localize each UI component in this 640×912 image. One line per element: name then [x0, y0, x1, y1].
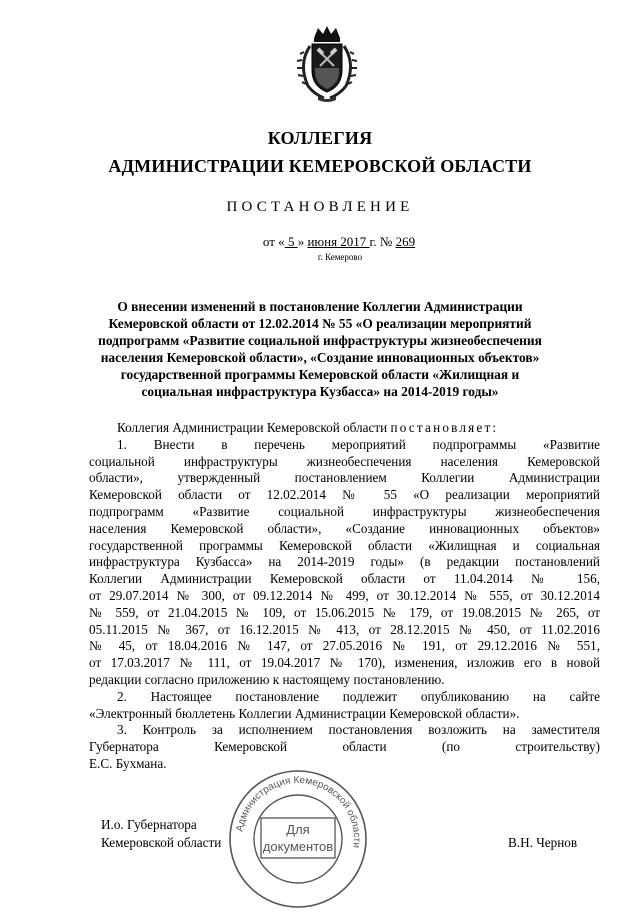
body-line: от 17.03.2017 № 111, от 19.04.2017 № 170), изменения, изложив его в новой — [89, 655, 600, 671]
title-line: О внесении изменений в постановление Коллегии Администрации — [117, 299, 523, 314]
organization-name-line2: АДМИНИСТРАЦИИ КЕМЕРОВСКОЙ ОБЛАСТИ — [108, 156, 532, 176]
city: г. Кемерово — [317, 252, 363, 262]
intro-line — [89, 420, 600, 437]
date-prefix: от « — [262, 234, 285, 249]
body-line: инфраструктура Кузбасса» на 2014-2019 годы» (в редакции постановлений — [89, 554, 600, 570]
date-year-suffix: г. № — [369, 234, 396, 249]
body-line: Кемеровской области от 12.02.2014 № 55 «О реализации мероприятий — [89, 487, 600, 503]
intro-prefix: Коллегия Администрации Кемеровской области — [117, 420, 391, 435]
date-day: 5 — [284, 234, 298, 249]
stamp-ring-text: Администрация Кемеровской области — [234, 774, 363, 849]
body-line: государственной программы Кемеровской области «Жилищная и социальная — [89, 537, 600, 553]
body-line: 05.11.2015 № 367, от 16.12.2015 № 413, от 28.12.2015 № 450, от 11.02.2016 — [89, 621, 600, 637]
body-line: «Электронный бюллетень Коллегии Администрации Кемеровской области». — [89, 705, 520, 721]
title-line: социальная инфраструктура Кузбасса» на 2014-2019 годы» — [141, 384, 499, 399]
signatory-name: В.Н. Чернов — [508, 835, 578, 850]
body-line: № 559, от 21.04.2015 № 109, от 15.06.2015 № 179, от 19.08.2015 № 265, от — [89, 604, 600, 620]
body-line: области», утвержденный постановлением Коллегии Администрации — [89, 470, 600, 486]
signatory-position-line2: Кемеровской области — [101, 835, 222, 850]
title-line: государственной программы Кемеровской области «Жилищная и — [120, 367, 520, 382]
title-line: населения Кемеровской области», «Создание инновационных объектов» — [100, 350, 540, 365]
title-line: подпрограмм «Развитие социальной инфраструктуры жизнеобеспечения — [98, 333, 542, 348]
body-line: № 45, от 18.04.2016 № 147, от 27.05.2016 № 191, от 29.12.2016 № 551, — [89, 638, 600, 654]
stamp-center-line1: Для — [286, 822, 310, 837]
body-line: от 29.07.2014 № 300, от 09.12.2014 № 499, от 30.12.2014 № 555, от 30.12.2014 — [89, 587, 600, 603]
official-stamp — [225, 766, 371, 912]
body-line: 1. Внести в перечень мероприятий подпрограммы «Развитие — [117, 436, 600, 452]
document-type: ПОСТАНОВЛЕНИЕ — [226, 199, 414, 215]
body-line: Губернатора Кемеровской области (по строительству) — [89, 739, 600, 755]
body-line: населения Кемеровской области», «Создание инновационных объектов» — [89, 520, 600, 536]
document-title — [80, 298, 560, 400]
document-date-number — [0, 234, 640, 250]
document-body — [89, 420, 600, 773]
body-line: 2. Настоящее постановление подлежит опубликованию на сайте — [117, 688, 600, 704]
body-line: редакции согласно приложению к настоящему постановлению. — [89, 671, 445, 687]
signatory-position-line1: И.о. Губернатора — [101, 817, 197, 832]
coat-of-arms-emblem — [290, 24, 364, 104]
stamp-center-line2: документов — [262, 839, 334, 854]
document-number: 269 — [395, 234, 416, 249]
organization-name-line1: КОЛЛЕГИЯ — [267, 128, 373, 148]
date-month-year: июня 2017 — [307, 234, 370, 249]
body-line: Коллегии Администрации Кемеровской области от 11.04.2014 № 156, — [89, 571, 600, 587]
body-line: социальной инфраструктуры жизнеобеспечения населения Кемеровской — [89, 453, 600, 469]
date-mid: » — [297, 234, 308, 249]
title-line: Кемеровской области от 12.02.2014 № 55 «О реализации мероприятий — [108, 316, 532, 331]
body-line: Е.С. Бухмана. — [89, 755, 167, 771]
body-line: 3. Контроль за исполнением постановления возложить на заместителя — [117, 722, 600, 738]
intro-resolves: постановляет: — [390, 420, 499, 435]
body-line: подпрограмм «Развитие социальной инфраструктуры жизнеобеспечения — [89, 503, 600, 519]
